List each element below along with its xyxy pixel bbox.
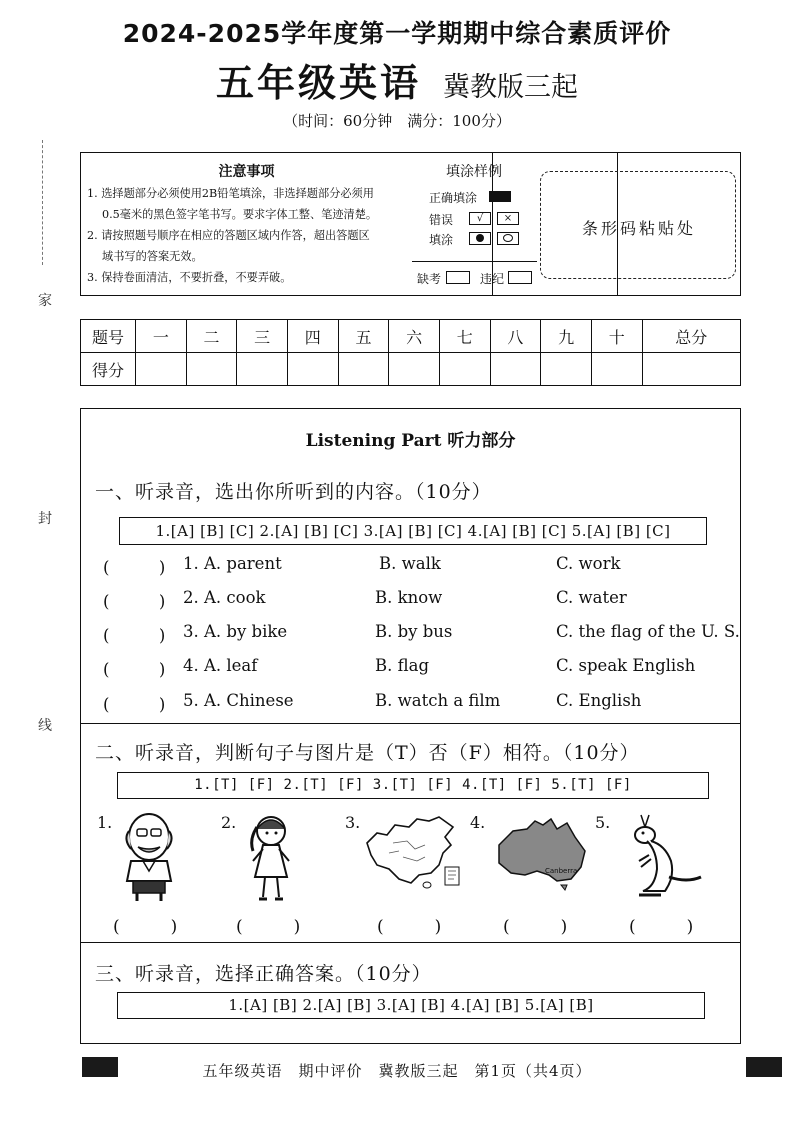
kangaroo-icon [621,811,705,903]
answer-paren[interactable]: ( ) [103,626,166,645]
section3-title: 三、听录音，选择正确答案。（10分） [95,963,432,985]
option-c: C. work [556,554,621,573]
score-cell[interactable] [389,353,440,386]
score-cell[interactable] [439,353,490,386]
edition-label: 冀教版三起 [443,72,578,103]
barcode-label: 条形码粘贴处 [581,219,696,238]
score-col: 七 [439,320,490,353]
question-row [103,622,743,646]
option-b: B. flag [375,656,430,675]
option-b: B. by bus [375,622,453,641]
notice-item: 域书写的答案无效。 [102,250,203,263]
barcode-area [540,171,736,279]
score-cell[interactable] [591,353,642,386]
check-mark-icon: √ [469,212,491,225]
exam-title: 2024-2025学年度第一学期期中综合素质评价 [122,19,672,48]
page-footer: 五年级英语 期中评价 冀教版三起 第1页（共4页） [202,1062,592,1080]
correct-fill-sample [489,191,511,202]
subject-title [0,52,794,107]
notice-item: 0.5毫米的黑色签字笔书写。要求字体工整、笔迹清楚。 [102,208,378,221]
answer-paren[interactable]: ( ) [629,917,694,937]
option-b: B. walk [379,554,441,573]
correct-fill-label: 正确填涂 [429,191,478,205]
binding-mark-1: 家 [38,293,52,309]
fill-example-title: 填涂样例 [446,164,502,180]
option-c: C. the flag of the U. S. [556,622,740,641]
answer-paren[interactable]: ( ) [377,917,442,937]
girl-icon [241,809,301,905]
notice-title: 注意事项 [218,164,275,180]
score-col: 一 [136,320,187,353]
pic-number: 3. [345,813,361,832]
ring-icon [497,232,519,245]
china-map-icon [363,813,463,893]
divider [412,261,537,262]
time-info: （时间：60分钟 满分：100分） [283,112,511,130]
binding-mark-3: 线 [38,718,52,734]
score-col: 四 [287,320,338,353]
option-a: 5. A. Chinese [183,691,294,710]
score-cell[interactable] [136,353,187,386]
violation-label: 违纪 [480,272,505,286]
filled-dot-icon [469,232,491,245]
cross-mark-icon: × [497,212,519,225]
wrong-fill-label: 错误 [429,213,454,227]
grandpa-icon [113,809,185,903]
section1-title: 一、听录音，选出你所听到的内容。（10分） [95,481,492,503]
subject-main: 五年级英语 [215,60,421,105]
option-b: B. watch a film [375,691,501,710]
option-a: 3. A. by bike [183,622,288,641]
score-cell[interactable] [490,353,541,386]
section2-title: 二、听录音，判断句子与图片是（T）否（F）相符。（10分） [95,742,640,764]
australia-map-icon [491,815,591,891]
score-col: 二 [186,320,237,353]
score-cell[interactable] [642,353,740,386]
option-a: 2. A. cook [183,588,266,607]
part-title: Listening Part 听力部分 [305,431,516,451]
score-cell[interactable] [338,353,389,386]
answer-paren[interactable]: ( ) [236,917,301,937]
pic-number: 5. [595,813,611,832]
section3-answer-row[interactable]: 1.[A] [B] 2.[A] [B] 3.[A] [B] 4.[A] [B] 5.[A] [B] [117,992,705,1019]
question-row [103,588,743,612]
option-b: B. know [375,588,443,607]
answer-paren[interactable]: ( ) [103,558,166,577]
score-cell[interactable] [541,353,592,386]
notice-item: 3. 保持卷面清洁，不要折叠，不要弄破。 [87,271,292,284]
answer-paren[interactable]: ( ) [103,695,166,714]
question-row [103,554,743,578]
notice-box [80,152,741,296]
binding-line [42,140,43,265]
wrong-fill-label-2: 填涂 [429,233,454,247]
score-col-total: 总分 [642,320,740,353]
score-col: 十 [591,320,642,353]
notice-item: 2. 请按照题号顺序在相应的答题区域内作答，超出答题区 [87,229,370,242]
section1-answer-row[interactable]: 1.[A] [B] [C] 2.[A] [B] [C] 3.[A] [B] [C] 4.[A] [B] [C] 5.[A] [B] [C] [119,517,707,545]
violation-box[interactable] [508,271,532,284]
absent-box[interactable] [446,271,470,284]
score-col: 三 [237,320,288,353]
question-row [103,656,743,680]
score-row-label: 得分 [81,353,136,386]
score-col: 九 [541,320,592,353]
option-c: C. speak English [556,656,696,675]
divider [81,942,740,943]
answer-paren[interactable]: ( ) [503,917,568,937]
score-col: 五 [338,320,389,353]
answer-paren[interactable]: ( ) [103,592,166,611]
pic-number: 4. [470,813,486,832]
option-c: C. English [556,691,642,710]
absent-label: 缺考 [417,272,442,286]
answer-paren[interactable]: ( ) [113,917,178,937]
pic-number: 1. [97,813,113,832]
score-cell[interactable] [237,353,288,386]
option-a: 1. A. parent [183,554,282,573]
score-cell[interactable] [186,353,237,386]
divider [81,723,740,724]
score-cell[interactable] [287,353,338,386]
score-header-label: 题号 [81,320,136,353]
score-col: 八 [490,320,541,353]
option-a: 4. A. leaf [183,656,258,675]
answer-paren[interactable]: ( ) [103,660,166,679]
score-table [80,319,741,386]
binding-mark-2: 封 [38,511,52,527]
section2-answer-row[interactable]: 1.[T] [F] 2.[T] [F] 3.[T] [F] 4.[T] [F] 5.[T] [F] [117,772,709,799]
score-col: 六 [389,320,440,353]
notice-item: 1. 选择题部分必须使用2B铅笔填涂，非选择题部分必须用 [87,187,374,200]
question-row [103,691,743,715]
listening-section [80,408,741,1044]
pic-number: 2. [221,813,237,832]
option-c: C. water [556,588,627,607]
capital-label: Canberra [545,867,578,875]
